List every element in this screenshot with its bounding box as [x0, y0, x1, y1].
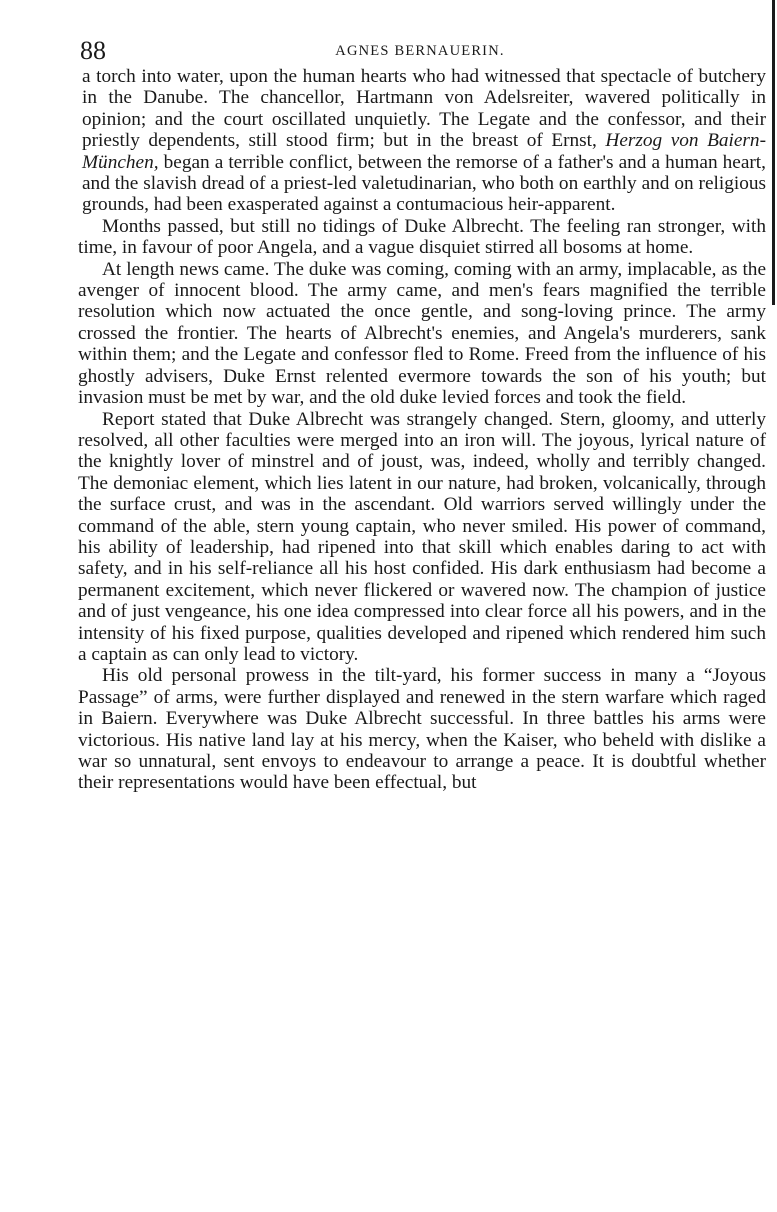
paragraph-3: At length news came. The duke was coming, coming with an army, implacable, as the avenger of innocent blood. The army came, and men's fears magnified the terrible resolution which now actuated the once gentle, and song-loving prince. The army crossed the frontier. The hearts of Albrecht's enemies, and Angela's murderers, sank within them; and the Legate and confessor fled to Rome. Freed from the influence of his ghostly advisers, Duke Ernst relented evermore towards the son of his youth; but invasion must be met by war, and the old duke levied forces and took the field.: [78, 258, 766, 409]
page-number: 88: [80, 36, 106, 65]
paragraph-1-text-a: a torch into water, upon the human hearts who had witnessed that spectacle of butchery in the Danube. The chancellor, Hartmann von Adelsreiter, wavered politically in opinion; and the court oscillated unquietly. The Legate and the confessor, and their priestly dependents, still stood firm; but in the breast of Ernst,: [82, 66, 766, 152]
paragraph-4: Report stated that Duke Albrecht was strangely changed. Stern, gloomy, and utterly resolved, all other faculties were merged into an iron will. The joyous, lyrical nature of the knightly lover of minstrel and of joust, was, indeed, wholly and terribly changed. The demoniac element, which lies latent in our nature, had broken, volcanically, through the surface crust, and was in the ascendant. Old warriors served willingly under the command of the able, stern young captain, who never smiled. His power of command, his ability of leadership, had ripened into that skill which enables daring to act with safety, and in his self-reliance all his host confided. His dark enthusiasm had become a permanent excitement, which never flickered or wavered now. The champion of justice and of just vengeance, his one idea compressed into clear force all his powers, and in the intensity of his fixed purpose, qualities developed and ripened which rendered him such a captain as can only lead to victory.: [78, 408, 766, 665]
paragraph-1-text-b: began a terrible conflict, between the remorse of a father's and a human heart, and the slavish dread of a priest-led valetudinarian, who both on earthly and on religious grounds, had been exasperated against a contumacious heir-apparent.: [82, 151, 766, 216]
running-title: AGNES BERNAUERIN.: [335, 43, 505, 59]
paragraph-1-italic-title: Herzog von Baiern-München,: [82, 130, 766, 173]
paragraph-1: [78, 66, 766, 216]
running-head: [80, 36, 760, 66]
body-text: [78, 66, 766, 794]
paragraph-2: Months passed, but still no tidings of Duke Albrecht. The feeling ran stronger, with time, in favour of poor Angela, and a vague disquiet stirred all bosoms at home.: [78, 215, 766, 259]
page-edge-rule: [772, 0, 775, 305]
paragraph-5: His old personal prowess in the tilt-yard, his former success in many a “Joyous Passage” of arms, were further displayed and renewed in the stern warfare which raged in Baiern. Everywhere was Duke Albrecht successful. In three battles his arms were victorious. His native land lay at his mercy, when the Kaiser, who beheld with dislike a war so unnatural, sent envoys to endeavour to arrange a peace. It is doubtful whether their representations would have been effectual, but: [78, 665, 766, 794]
